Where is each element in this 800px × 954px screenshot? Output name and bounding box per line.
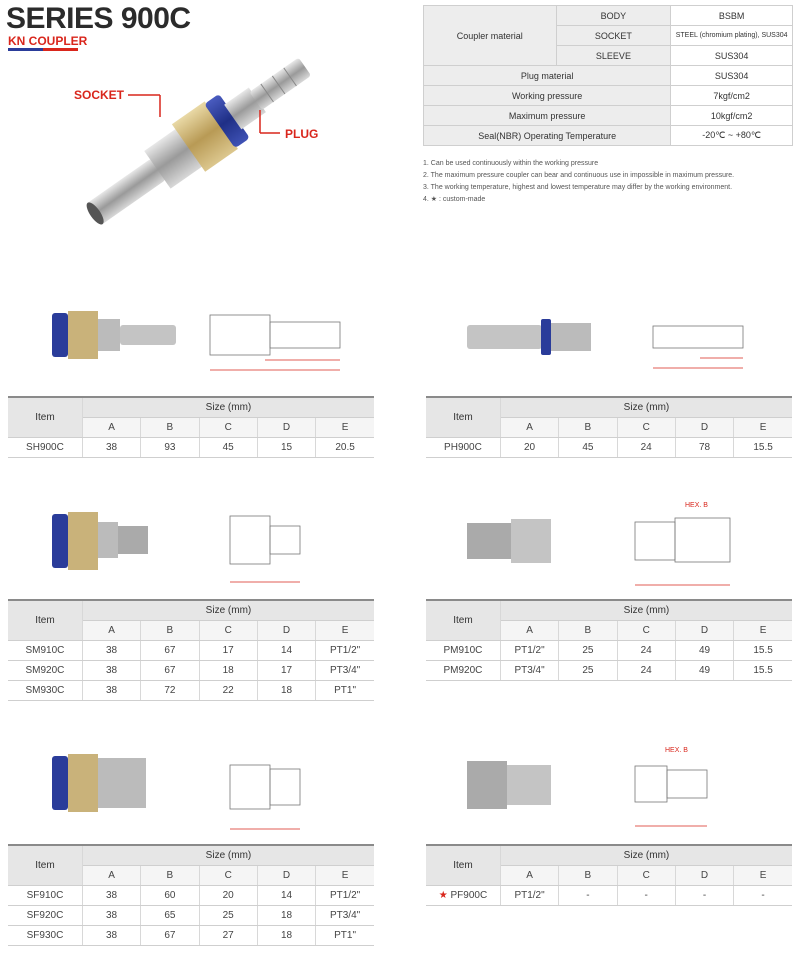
column-header-b: B	[559, 865, 617, 885]
sf-size-table	[8, 844, 374, 946]
column-header-e: E	[734, 620, 792, 640]
size-value: 14	[257, 885, 315, 905]
size-value: 15.5	[734, 437, 792, 457]
custom-made-star-icon: ★	[438, 889, 451, 901]
page-title: SERIES 900C	[6, 2, 191, 35]
size-value: PT3/4"	[500, 660, 558, 680]
size-value: 15.5	[734, 660, 792, 680]
size-header: Size (mm)	[500, 845, 792, 865]
pf-product-image	[465, 757, 555, 812]
socket-label: SOCKET	[556, 26, 671, 46]
size-value: 24	[617, 437, 675, 457]
size-value: 17	[199, 640, 257, 660]
item-code: SH900C	[8, 437, 82, 457]
column-header-a: A	[500, 620, 558, 640]
size-value: 17	[257, 660, 315, 680]
material-spec-table	[423, 5, 793, 146]
size-value: 25	[559, 660, 617, 680]
size-header: Size (mm)	[82, 397, 374, 417]
sh900c-drawing	[190, 300, 360, 385]
seal-temp-value: -20℃ ~ +80℃	[671, 126, 793, 146]
size-value: PT1"	[316, 680, 374, 700]
coupler-material-label: Coupler material	[424, 6, 557, 66]
column-header-e: E	[734, 417, 792, 437]
size-value: 67	[141, 925, 199, 945]
size-value: 15.5	[734, 640, 792, 660]
pm-product-image	[465, 513, 555, 568]
body-label: BODY	[556, 6, 671, 26]
size-header: Size (mm)	[500, 397, 792, 417]
size-value: 38	[82, 905, 140, 925]
size-value: PT1"	[316, 925, 374, 945]
item-code: SM910C	[8, 640, 82, 660]
pf-table	[426, 844, 792, 906]
size-value: PT1/2"	[316, 640, 374, 660]
socket-callout: SOCKET	[74, 88, 125, 102]
column-header-e: E	[734, 865, 792, 885]
item-header: Item	[426, 845, 500, 885]
column-header-d: D	[257, 620, 315, 640]
size-value: 67	[141, 640, 199, 660]
size-value: 20.5	[316, 437, 374, 457]
table-row	[8, 925, 374, 945]
page-subtitle: KN COUPLER	[8, 34, 88, 48]
column-header-e: E	[316, 620, 374, 640]
size-value: 38	[82, 925, 140, 945]
pm-size-table	[426, 599, 792, 681]
body-value: BSBM	[671, 6, 793, 26]
column-header-a: A	[500, 865, 558, 885]
max-pressure-label: Maximum pressure	[424, 106, 671, 126]
size-header: Size (mm)	[500, 600, 792, 620]
size-value: 72	[141, 680, 199, 700]
size-value: 24	[617, 660, 675, 680]
item-code: SF920C	[8, 905, 82, 925]
column-header-c: C	[617, 620, 675, 640]
sf-table	[8, 844, 374, 946]
item-header: Item	[426, 397, 500, 437]
size-value: 45	[199, 437, 257, 457]
size-value: 20	[500, 437, 558, 457]
column-header-e: E	[316, 865, 374, 885]
item-code: SF910C	[8, 885, 82, 905]
pm-table	[426, 599, 792, 681]
size-value: 14	[257, 640, 315, 660]
socket-value: STEEL (chromium plating), SUS304	[671, 26, 793, 46]
note-item: 1. Can be used continuously within the working pressure	[423, 160, 599, 167]
size-value: 22	[199, 680, 257, 700]
size-header: Size (mm)	[82, 845, 374, 865]
size-value: 38	[82, 885, 140, 905]
column-header-d: D	[257, 865, 315, 885]
ph900c-product-image	[465, 315, 595, 360]
size-value: 49	[675, 660, 733, 680]
size-value: 93	[141, 437, 199, 457]
sm-product-image	[50, 508, 150, 573]
column-header-b: B	[141, 865, 199, 885]
size-value: PT3/4"	[316, 905, 374, 925]
size-header: Size (mm)	[82, 600, 374, 620]
column-header-d: D	[675, 865, 733, 885]
size-value: 38	[82, 437, 140, 457]
table-row	[8, 660, 374, 680]
column-header-d: D	[675, 417, 733, 437]
table-row	[426, 660, 792, 680]
size-value: 60	[141, 885, 199, 905]
size-value: 18	[257, 680, 315, 700]
working-pressure-label: Working pressure	[424, 86, 671, 106]
table-row	[426, 640, 792, 660]
pf-hex-label: HEX. B	[665, 747, 688, 754]
size-value: 65	[141, 905, 199, 925]
size-value: 38	[82, 680, 140, 700]
sm-drawing	[205, 508, 335, 588]
size-value: PT1/2"	[316, 885, 374, 905]
size-value: 18	[199, 660, 257, 680]
size-value: -	[617, 885, 675, 905]
column-header-e: E	[316, 417, 374, 437]
seal-temp-label: Seal(NBR) Operating Temperature	[424, 126, 671, 146]
item-code: ★ PF900C	[426, 885, 500, 905]
column-header-a: A	[82, 620, 140, 640]
column-header-b: B	[141, 417, 199, 437]
item-header: Item	[8, 397, 82, 437]
size-value: -	[559, 885, 617, 905]
max-pressure-value: 10kgf/cm2	[671, 106, 793, 126]
item-header: Item	[8, 600, 82, 640]
column-header-c: C	[199, 865, 257, 885]
ph900c-drawing	[625, 318, 775, 388]
column-header-d: D	[257, 417, 315, 437]
item-code: PM920C	[426, 660, 500, 680]
column-header-a: A	[82, 865, 140, 885]
table-row	[426, 437, 792, 457]
sh-table	[8, 396, 374, 458]
size-value: 45	[559, 437, 617, 457]
sh900c-product-image	[50, 305, 180, 365]
column-header-d: D	[675, 620, 733, 640]
table-row	[8, 680, 374, 700]
size-value: 15	[257, 437, 315, 457]
sm-size-table	[8, 599, 374, 701]
working-pressure-value: 7kgf/cm2	[671, 86, 793, 106]
size-value: 25	[559, 640, 617, 660]
sm-table	[8, 599, 374, 701]
size-value: 24	[617, 640, 675, 660]
note-item: 4. ★ : custom-made	[423, 196, 486, 203]
sf-drawing	[205, 755, 325, 835]
table-row	[8, 905, 374, 925]
item-header: Item	[8, 845, 82, 885]
plug-material-label: Plug material	[424, 66, 671, 86]
table-row	[426, 885, 792, 905]
column-header-b: B	[559, 620, 617, 640]
note-item: 2. The maximum pressure coupler can bear and continuous use in impossible in maximum pressure.	[423, 172, 735, 179]
sleeve-value: SUS304	[671, 46, 793, 66]
size-value: 20	[199, 885, 257, 905]
item-header: Item	[426, 600, 500, 640]
pf-size-table	[426, 844, 792, 906]
sf-product-image	[50, 750, 150, 815]
column-header-c: C	[617, 865, 675, 885]
size-value: PT1/2"	[500, 885, 558, 905]
notes-list	[423, 158, 734, 206]
plug-callout: PLUG	[285, 127, 319, 141]
size-value: 18	[257, 925, 315, 945]
column-header-a: A	[500, 417, 558, 437]
size-value: -	[734, 885, 792, 905]
item-code: SM920C	[8, 660, 82, 680]
table-row	[8, 885, 374, 905]
ph-size-table	[426, 396, 792, 458]
size-value: PT1/2"	[500, 640, 558, 660]
size-value: 27	[199, 925, 257, 945]
size-value: 38	[82, 660, 140, 680]
size-value: 67	[141, 660, 199, 680]
note-item: 3. The working temperature, highest and lowest temperature may differ by the working environment.	[423, 184, 733, 191]
column-header-b: B	[141, 620, 199, 640]
size-value: 49	[675, 640, 733, 660]
pf-drawing	[620, 752, 720, 832]
table-row	[8, 437, 374, 457]
sleeve-label: SLEEVE	[556, 46, 671, 66]
ph-table	[426, 396, 792, 458]
table-row	[8, 640, 374, 660]
size-value: -	[675, 885, 733, 905]
column-header-c: C	[617, 417, 675, 437]
pm-hex-label: HEX. B	[685, 502, 708, 509]
size-value: 38	[82, 640, 140, 660]
item-code: SM930C	[8, 680, 82, 700]
sh-size-table	[8, 396, 374, 458]
item-code: PH900C	[426, 437, 500, 457]
column-header-c: C	[199, 417, 257, 437]
size-value: 18	[257, 905, 315, 925]
column-header-b: B	[559, 417, 617, 437]
item-code: PM910C	[426, 640, 500, 660]
column-header-a: A	[82, 417, 140, 437]
subtitle-underline	[8, 48, 78, 51]
size-value: PT3/4"	[316, 660, 374, 680]
size-value: 25	[199, 905, 257, 925]
pm-drawing	[620, 500, 750, 590]
plug-material-value: SUS304	[671, 66, 793, 86]
column-header-c: C	[199, 620, 257, 640]
item-code: SF930C	[8, 925, 82, 945]
size-value: 78	[675, 437, 733, 457]
